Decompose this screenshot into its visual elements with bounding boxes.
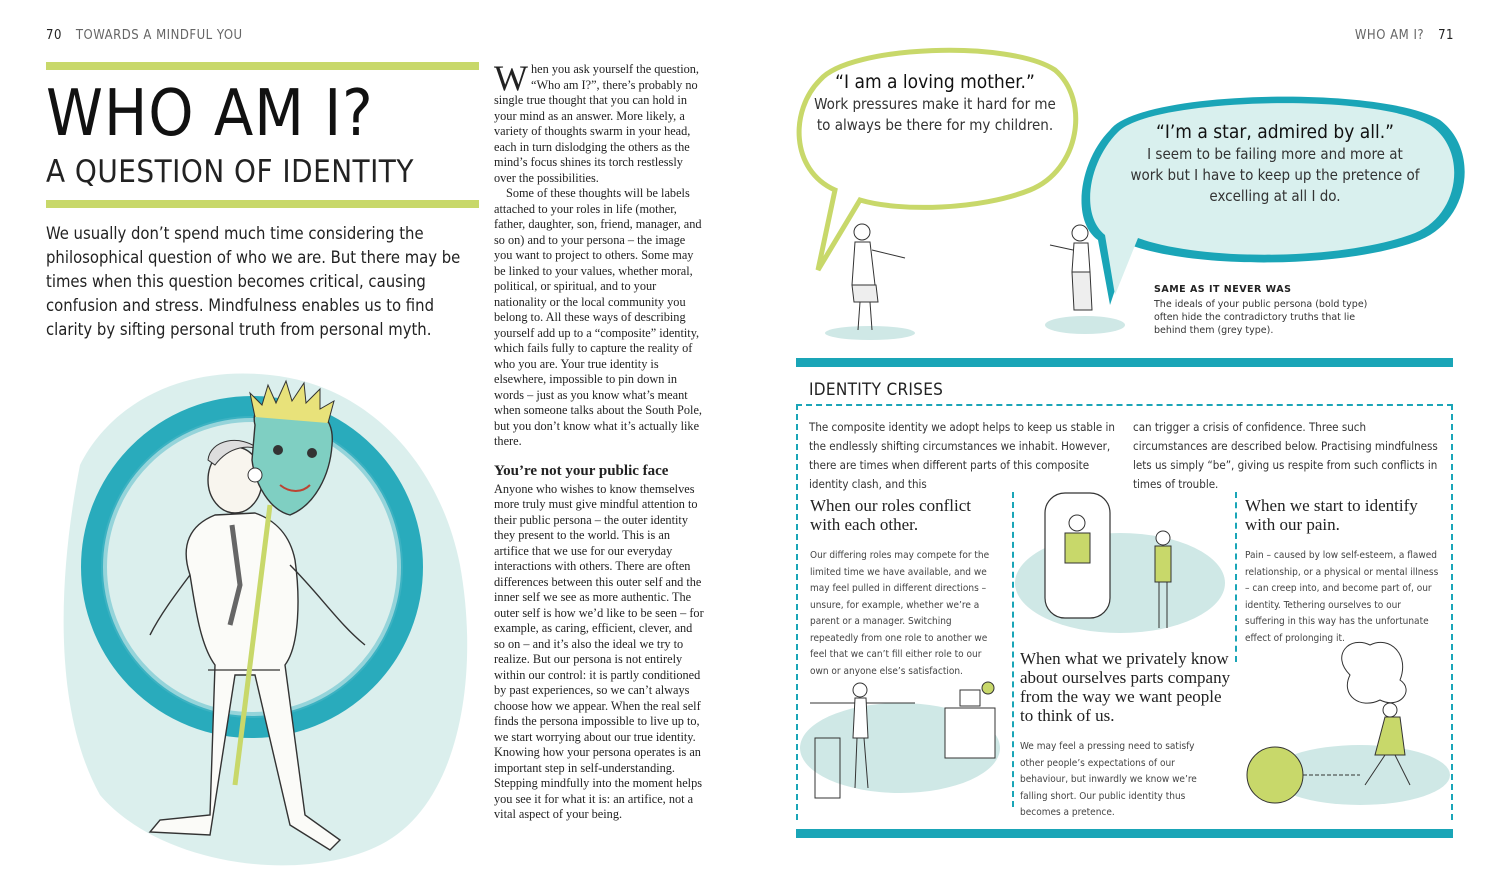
cloud [1342,642,1406,703]
body-text-column [494,58,706,823]
body-paragraph-3: Anyone who wishes to know themselves more truly must give mindful attention to their public persona – the outer identity they present to the world. This is an artifice that we use for our everyday interactions with others. There are often differences between this outer self and the inner self we see as more authentic. The outer self is how we’d like to be seen – for example, as caring, efficient, clever, and so on – and it’s also the ideal we try to realize. But our persona is not entirely within our control: it is partly conditioned by past experiences, so we can’t always choose how we appear. When the real self finds the persona impossible to live up to, we start worrying about our true identity. Knowing how your persona operates is an important step in self-understanding. Stepping mindfully into the moment helps you see it for what it is: an artifice, not a vital aspect of your being. [494,481,704,821]
bubble2-quote: “I’m a star, admired by all.” [1155,121,1395,143]
page-number-right: 71 [1438,28,1454,43]
mask-man-illustration [40,345,480,890]
intro-text: We usually don’t spend much time considering the philosophical question of who we are. But there may be times when this question becomes critical, causing confusion and stress. Mindfulness enables us to find clarity by sifting personal truth from personal myth. [46,224,461,339]
page-title: WHO AM I? [46,77,374,151]
col2-text: We may feel a pressing need to satisfy other people’s expectations of our behaviour, but inwardly we know we’re falling short. Our public identity thus becomes a pretence. [1020,741,1197,818]
mother-figure [854,224,870,240]
body-paragraph-2: Some of these thoughts will be labels attached to your roles in life (mother, father, daughter, son, friend, manager, and so on) and to your persona – the image you want to project to others. Some may be linked to your values, whether moral, political, or spiritual, and to your nationality or the local community you belong to. All these ways of describing yourself add up to a “composite” identity, which fails fully to capture the reality of who you are. Your true identity is elsewhere, impossible to pin down in words – just as you know what’s meant when someone talks about the South Pole, but you don’t know what it’s actually like there. [494,186,702,448]
column-divider-1 [1012,492,1014,807]
caption-heading: SAME AS IT NEVER WAS [1154,284,1292,295]
star-figure [1072,225,1088,241]
col3-heading: When we start to identify with our pain. [1245,496,1418,534]
mirror-illustration [1015,488,1230,638]
bubble1-text [810,70,1060,136]
running-head-left: TOWARDS A MINDFUL YOU [75,28,243,43]
caption [1154,284,1379,337]
left-folio [46,28,243,43]
column-divider-2 [1235,492,1237,662]
col1-text: Our differing roles may compete for the limited time we have available, and we may feel pulled in different directions – unsure, for example, whether we’re a parent or a manager. Switching repeatedly from one role to another we feel that we can’t fill either role to our own or anyone else’s satisfaction. [810,550,990,677]
col1-heading: When our roles conflict with each other. [810,496,971,534]
bubble2-text [1130,120,1420,207]
drop-cap: W [494,58,528,98]
body-paragraph-1: hen you ask yourself the question, “Who am I?”, there’s probably no single true thought that you can hold in your mind as an answer. More likely, a variety of thoughts swarm in your head, each in turn dislodging the others as the mind’s focus shines its torch restlessly over the possibilities. [494,62,700,185]
body-subheading: You’re not your public face [494,462,669,479]
title-rule-bottom [46,200,479,208]
bubble2-subtext: I seem to be failing more and more at work but I have to keep up the pretence of excelling at all I do. [1130,145,1420,205]
box-title-divider [796,404,1453,406]
col2-heading: When what we privately know about ourselves parts company from the way we want people to think of us. [1020,649,1231,725]
roles-conflict-illustration [800,668,1005,808]
pain-illustration [1240,635,1450,815]
page-subtitle: A QUESTION OF IDENTITY [46,154,414,190]
box-intro-left: The composite identity we adopt helps to keep us stable in the endlessly shifting circumstances we inhabit. However, there are times when different parts of this composite identity clash, and this [809,420,1115,491]
title-rule-top [46,62,479,70]
caption-text: The ideals of your public persona (bold type) often hide the contradictory truths that lie behind them (grey type). [1154,299,1368,336]
bubble1-subtext: Work pressures make it hard for me to always be there for my children. [814,95,1056,134]
col3-text: Pain – caused by low self-esteem, a flawed relationship, or a physical or mental illness – can creep into, and become part of, our identity. Tethering ourselves to our suffering in this way has the unfortunate effect of prolonging it. [1245,550,1439,644]
page-number-left: 70 [46,28,62,43]
bubble1-quote: “I am a loving mother.” [835,71,1035,93]
running-head-right: WHO AM I? [1354,28,1425,43]
box-title: IDENTITY CRISES [809,380,944,400]
box-intro-right: can trigger a crisis of confidence. Three such circumstances are described below. Practising mindfulness lets us simply “be”, giving us respite from such conflicts in times of trouble. [1133,420,1438,491]
ball-and-chain [1247,747,1303,803]
